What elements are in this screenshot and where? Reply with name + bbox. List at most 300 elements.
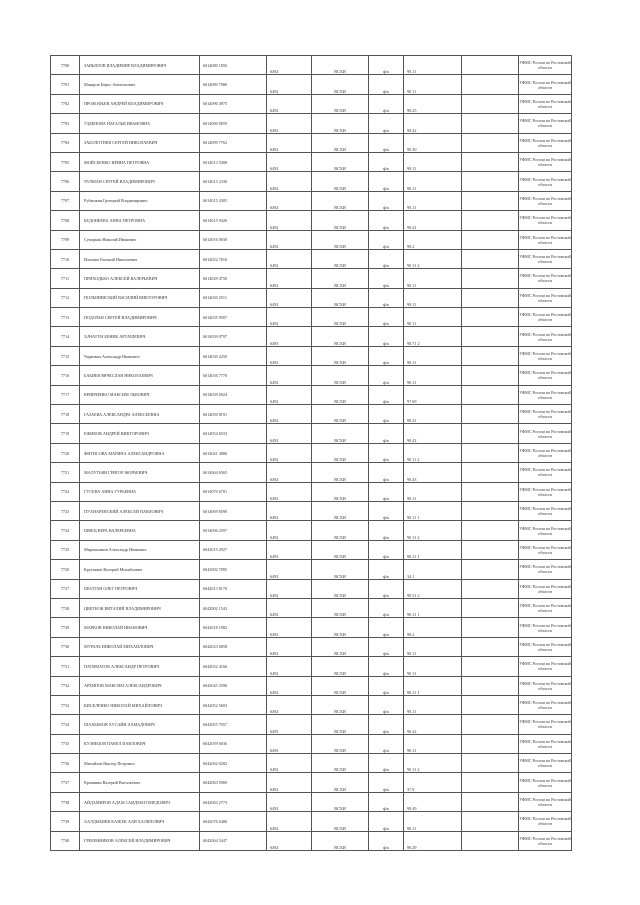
full-name-cell: ЗАБОЛОТНЕВ СЕРГЕЙ НИКОЛАЕВИЧ bbox=[80, 133, 200, 152]
code-cell: 6492 bbox=[267, 831, 312, 850]
value-cell: 90.11 2 bbox=[404, 521, 462, 540]
row-number-cell: 7723 bbox=[51, 501, 80, 520]
table-row bbox=[51, 211, 572, 230]
document-number-cell: 6042076 6486 bbox=[200, 812, 267, 831]
value-cell: 90.11 bbox=[404, 56, 462, 75]
issuing-authority-cell: УФМС России по Ростовской области bbox=[519, 734, 572, 753]
empty-cell bbox=[462, 812, 519, 831]
category-cell: ф/к bbox=[369, 501, 404, 520]
row-number-cell: 7727 bbox=[51, 579, 80, 598]
value-cell: 90.49 bbox=[404, 792, 462, 811]
value-cell: 90.29 bbox=[404, 831, 462, 850]
category-cell: ф/к bbox=[369, 773, 404, 792]
institution-cell: ВСХИ bbox=[312, 754, 369, 773]
value-cell: 90.11 bbox=[404, 812, 462, 831]
category-cell: ф/к bbox=[369, 540, 404, 559]
institution-cell: ВСХИ bbox=[312, 657, 369, 676]
value-cell: 90.25 bbox=[404, 94, 462, 113]
category-cell: ф/к bbox=[369, 172, 404, 191]
row-number-cell: 7715 bbox=[51, 346, 80, 365]
value-cell: 90.11 bbox=[404, 75, 462, 94]
code-cell: 6493 bbox=[267, 540, 312, 559]
table-row bbox=[51, 715, 572, 734]
document-number-cell: 6042064 5447 bbox=[200, 831, 267, 850]
institution-cell: ВСХИ bbox=[312, 792, 369, 811]
table-row bbox=[51, 754, 572, 773]
row-number-cell: 7732 bbox=[51, 676, 80, 695]
issuing-authority-cell: УФМС России по Ростовской области bbox=[519, 598, 572, 617]
category-cell: ф/к bbox=[369, 657, 404, 676]
code-cell: 6492 bbox=[267, 676, 312, 695]
value-cell: 90.11 bbox=[404, 288, 462, 307]
value-cell: 90.11 bbox=[404, 191, 462, 210]
category-cell: ф/к bbox=[369, 637, 404, 656]
category-cell: ф/к bbox=[369, 405, 404, 424]
empty-cell bbox=[462, 695, 519, 714]
empty-cell bbox=[462, 637, 519, 656]
empty-cell bbox=[462, 211, 519, 230]
row-number-cell: 7737 bbox=[51, 773, 80, 792]
institution-cell: ВСХИ bbox=[312, 618, 369, 637]
value-cell: 90.11 bbox=[404, 152, 462, 171]
code-cell: 6493 bbox=[267, 715, 312, 734]
document-number-cell: 6014035 9507 bbox=[200, 308, 267, 327]
value-cell: 90.41 bbox=[404, 405, 462, 424]
issuing-authority-cell: УФМС России по Ростовской области bbox=[519, 75, 572, 94]
value-cell: 37.9 bbox=[404, 773, 462, 792]
institution-cell: ВСХИ bbox=[312, 637, 369, 656]
institution-cell: ВСХИ bbox=[312, 831, 369, 850]
institution-cell: ВСХИ bbox=[312, 172, 369, 191]
full-name-cell: ПАТИМАТОВ АЛЕКСАНДР ПЕТРОВИЧ bbox=[80, 657, 200, 676]
document-number-cell: 6014050 8191 bbox=[200, 405, 267, 424]
issuing-authority-cell: УФМС России по Ростовской области bbox=[519, 521, 572, 540]
document-number-cell: 6014041 3886 bbox=[200, 443, 267, 462]
table-row bbox=[51, 405, 572, 424]
full-name-cell: Мирошников Александр Иванович bbox=[80, 540, 200, 559]
institution-cell: ВСХИ bbox=[312, 75, 369, 94]
issuing-authority-cell: УФМС России по Ростовской области bbox=[519, 695, 572, 714]
empty-cell bbox=[462, 249, 519, 268]
table-row bbox=[51, 327, 572, 346]
institution-cell: ВСХИ bbox=[312, 133, 369, 152]
document-number-cell: 6014080 7986 bbox=[200, 75, 267, 94]
category-cell: ф/к bbox=[369, 191, 404, 210]
value-cell: 90.11 bbox=[404, 637, 462, 656]
institution-cell: ВСХИ bbox=[312, 56, 369, 75]
category-cell: ф/к bbox=[369, 308, 404, 327]
issuing-authority-cell: УФМС России по Ростовской области bbox=[519, 618, 572, 637]
empty-cell bbox=[462, 501, 519, 520]
empty-cell bbox=[462, 618, 519, 637]
code-cell: 6492 bbox=[267, 657, 312, 676]
institution-cell: ВСХИ bbox=[312, 579, 369, 598]
document-number-cell: 6014022 7616 bbox=[200, 249, 267, 268]
table-row bbox=[51, 269, 572, 288]
document-number-cell: 6042059 6036 bbox=[200, 734, 267, 753]
code-cell: 6492 bbox=[267, 288, 312, 307]
category-cell: ф/к bbox=[369, 598, 404, 617]
document-number-cell: 6042063 2773 bbox=[200, 792, 267, 811]
document-number-cell: 6014029 4750 bbox=[200, 269, 267, 288]
full-name-cell: Крапивин Валерий Витальевич bbox=[80, 773, 200, 792]
code-cell: 6492 bbox=[267, 94, 312, 113]
full-name-cell: Макаров Борис Анатольевич bbox=[80, 75, 200, 94]
code-cell: 6492 bbox=[267, 56, 312, 75]
row-number-cell: 7703 bbox=[51, 114, 80, 133]
category-cell: ф/к bbox=[369, 792, 404, 811]
institution-cell: ВСХИ bbox=[312, 501, 369, 520]
issuing-authority-cell: УФМС России по Ростовской области bbox=[519, 114, 572, 133]
code-cell: 6493 bbox=[267, 734, 312, 753]
value-cell: 90.2 bbox=[404, 618, 462, 637]
empty-cell bbox=[462, 715, 519, 734]
empty-cell bbox=[462, 114, 519, 133]
code-cell: 6492 bbox=[267, 133, 312, 152]
code-cell: 6492 bbox=[267, 618, 312, 637]
row-number-cell: 7720 bbox=[51, 443, 80, 462]
issuing-authority-cell: УФМС России по Ростовской области bbox=[519, 133, 572, 152]
table-row bbox=[51, 831, 572, 850]
value-cell: 34.1 bbox=[404, 560, 462, 579]
issuing-authority-cell: УФМС России по Ростовской области bbox=[519, 405, 572, 424]
empty-cell bbox=[462, 56, 519, 75]
row-number-cell: 7736 bbox=[51, 754, 80, 773]
issuing-authority-cell: УФМС России по Ростовской области bbox=[519, 56, 572, 75]
row-number-cell: 7706 bbox=[51, 172, 80, 191]
code-cell: 6492 bbox=[267, 114, 312, 133]
category-cell: ф/к bbox=[369, 754, 404, 773]
document-number-cell: 6014015 4305 bbox=[200, 191, 267, 210]
full-name-cell: ЗАВЬЯЛОВ ВЛАДИМИР ВЛАДИМИРОВИЧ bbox=[80, 56, 200, 75]
document-number-cell: 6042062 0282 bbox=[200, 754, 267, 773]
empty-cell bbox=[462, 463, 519, 482]
issuing-authority-cell: УФМС России по Ростовской области bbox=[519, 288, 572, 307]
full-name-cell: АРХИПОВ МАКСИМ АЛЕКСАНДРОВИЧ bbox=[80, 676, 200, 695]
row-number-cell: 7710 bbox=[51, 249, 80, 268]
table-row bbox=[51, 249, 572, 268]
category-cell: ф/к bbox=[369, 288, 404, 307]
code-cell: 6492 bbox=[267, 405, 312, 424]
document-number-cell: 6042045 2596 bbox=[200, 676, 267, 695]
empty-cell bbox=[462, 482, 519, 501]
full-name-cell: Ильенко Евгений Николаевич bbox=[80, 249, 200, 268]
empty-cell bbox=[462, 540, 519, 559]
value-cell: 90.43 bbox=[404, 463, 462, 482]
value-cell: 90.11 2 bbox=[404, 754, 462, 773]
value-cell: 90.11 bbox=[404, 366, 462, 385]
empty-cell bbox=[462, 366, 519, 385]
institution-cell: ВСХИ bbox=[312, 695, 369, 714]
document-number-cell: 6014030 2511 bbox=[200, 288, 267, 307]
issuing-authority-cell: УФМС России по Ростовской области bbox=[519, 812, 572, 831]
value-cell: 90.42 bbox=[404, 424, 462, 443]
code-cell: 6492 bbox=[267, 598, 312, 617]
empty-cell bbox=[462, 424, 519, 443]
code-cell: 6492 bbox=[267, 792, 312, 811]
institution-cell: ВСХИ bbox=[312, 482, 369, 501]
category-cell: ф/к bbox=[369, 366, 404, 385]
issuing-authority-cell: УФМС России по Ростовской области bbox=[519, 327, 572, 346]
category-cell: ф/к bbox=[369, 560, 404, 579]
empty-cell bbox=[462, 792, 519, 811]
table-row bbox=[51, 172, 572, 191]
institution-cell: ВСХИ bbox=[312, 346, 369, 365]
institution-cell: ВСХИ bbox=[312, 521, 369, 540]
document-number-cell: 6014016 0030 bbox=[200, 230, 267, 249]
category-cell: ф/к bbox=[369, 230, 404, 249]
row-number-cell: 7714 bbox=[51, 327, 80, 346]
institution-cell: ВСХИ bbox=[312, 94, 369, 113]
institution-cell: ВСХИ bbox=[312, 288, 369, 307]
document-number-cell: 6042013 8170 bbox=[200, 579, 267, 598]
full-name-cell: КРИВЧЕНКО МАКСИМ ЛЬВОВИЧ bbox=[80, 385, 200, 404]
row-number-cell: 7735 bbox=[51, 734, 80, 753]
value-cell: 90.11 bbox=[404, 346, 462, 365]
empty-cell bbox=[462, 443, 519, 462]
code-cell: 6492 bbox=[267, 501, 312, 520]
table-row bbox=[51, 501, 572, 520]
issuing-authority-cell: УФМС России по Ростовской области bbox=[519, 366, 572, 385]
category-cell: ф/к bbox=[369, 734, 404, 753]
document-number-cell: 6014036 7770 bbox=[200, 366, 267, 385]
category-cell: ф/к bbox=[369, 424, 404, 443]
row-number-cell: 7729 bbox=[51, 618, 80, 637]
full-name-cell: МАРКОВ НИКОЛАЙ ИВАНОВИЧ bbox=[80, 618, 200, 637]
table-row bbox=[51, 579, 572, 598]
full-name-cell: МОЙСЕЕНКО ИРИНА ПЕТРОВНА bbox=[80, 152, 200, 171]
records-table bbox=[50, 55, 572, 851]
table-row bbox=[51, 637, 572, 656]
institution-cell: ВСХИ bbox=[312, 308, 369, 327]
institution-cell: ВСХИ bbox=[312, 249, 369, 268]
table-row bbox=[51, 191, 572, 210]
row-number-cell: 7725 bbox=[51, 540, 80, 559]
table-row bbox=[51, 812, 572, 831]
institution-cell: ВСХИ bbox=[312, 230, 369, 249]
category-cell: ф/к bbox=[369, 94, 404, 113]
document-number-cell: 6014090 9659 bbox=[200, 114, 267, 133]
category-cell: ф/к bbox=[369, 482, 404, 501]
table-row bbox=[51, 346, 572, 365]
full-name-cell: Чаркович Александр Иванович bbox=[80, 346, 200, 365]
code-cell: 6492 bbox=[267, 482, 312, 501]
value-cell: 90.31 2 bbox=[404, 579, 462, 598]
full-name-cell: ХАЧАТУН БЕНИК АРТАШЕВИЧ bbox=[80, 327, 200, 346]
code-cell: 6492 bbox=[267, 366, 312, 385]
value-cell: 97.69 bbox=[404, 385, 462, 404]
institution-cell: ВСХИ bbox=[312, 560, 369, 579]
document-number-cell: 6014070 6701 bbox=[200, 482, 267, 501]
value-cell: 90.30 bbox=[404, 133, 462, 152]
code-cell: 6492 bbox=[267, 172, 312, 191]
issuing-authority-cell: УФМС России по Ростовской области bbox=[519, 463, 572, 482]
document-number-cell: 6042019 2927 bbox=[200, 540, 267, 559]
issuing-authority-cell: УФМС России по Ростовской области bbox=[519, 579, 572, 598]
issuing-authority-cell: УФМС России по Ростовской области bbox=[519, 424, 572, 443]
issuing-authority-cell: УФМС России по Ростовской области bbox=[519, 657, 572, 676]
document-number-cell: 6042002 1543 bbox=[200, 598, 267, 617]
value-cell: 90.71 2 bbox=[404, 327, 462, 346]
issuing-authority-cell: УФМС России по Ростовской области bbox=[519, 211, 572, 230]
table-row bbox=[51, 560, 572, 579]
code-cell: 6492 bbox=[267, 579, 312, 598]
full-name-cell: ХАЛДЫБИЕВ КАЗБЕК АЛИ ХАЛИЛОВИЧ bbox=[80, 812, 200, 831]
full-name-cell: ПРИХОДЬКО АЛЕКСЕЙ ВАЛЕРЬЕВИЧ bbox=[80, 269, 200, 288]
table-row bbox=[51, 366, 572, 385]
code-cell: 6492 bbox=[267, 424, 312, 443]
full-name-cell: ЦВЕТКОВ ВИТАЛИЙ ВЛАДИМИРОВИЧ bbox=[80, 598, 200, 617]
row-number-cell: 7726 bbox=[51, 560, 80, 579]
document-number-cell: 6014015 9426 bbox=[200, 211, 267, 230]
full-name-cell: КУЗНЕЦОВ ПАВЕЛ ПАВЛОВИЧ bbox=[80, 734, 200, 753]
issuing-authority-cell: УФМС России по Ростовской области bbox=[519, 94, 572, 113]
issuing-authority-cell: УФМС России по Ростовской области bbox=[519, 540, 572, 559]
row-number-cell: 7719 bbox=[51, 424, 80, 443]
row-number-cell: 7704 bbox=[51, 133, 80, 152]
empty-cell bbox=[462, 734, 519, 753]
code-cell: 6492 bbox=[267, 230, 312, 249]
full-name-cell: АЙДАМИРОВ АДАМ САИДМАГОМЕДОВИЧ bbox=[80, 792, 200, 811]
value-cell: 90.42 bbox=[404, 114, 462, 133]
document-number-cell: 6042018 1982 bbox=[200, 618, 267, 637]
empty-cell bbox=[462, 560, 519, 579]
issuing-authority-cell: УФМС России по Ростовской области bbox=[519, 269, 572, 288]
value-cell: 90.11 2 bbox=[404, 249, 462, 268]
empty-cell bbox=[462, 230, 519, 249]
institution-cell: ВСХИ bbox=[312, 463, 369, 482]
row-number-cell: 7709 bbox=[51, 230, 80, 249]
table-row bbox=[51, 114, 572, 133]
code-cell: 6492 bbox=[267, 269, 312, 288]
empty-cell bbox=[462, 521, 519, 540]
institution-cell: ВСХИ bbox=[312, 114, 369, 133]
category-cell: ф/к bbox=[369, 249, 404, 268]
category-cell: ф/к bbox=[369, 579, 404, 598]
institution-cell: ВСХИ bbox=[312, 773, 369, 792]
code-cell: 6493 bbox=[267, 327, 312, 346]
institution-cell: ВСХИ bbox=[312, 327, 369, 346]
table-row bbox=[51, 792, 572, 811]
category-cell: ф/к bbox=[369, 75, 404, 94]
issuing-authority-cell: УФМС России по Ростовской области bbox=[519, 230, 572, 249]
code-cell: 6492 bbox=[267, 695, 312, 714]
code-cell: 6492 bbox=[267, 637, 312, 656]
table-row bbox=[51, 540, 572, 559]
code-cell: 6492 bbox=[267, 385, 312, 404]
row-number-cell: 7734 bbox=[51, 715, 80, 734]
records-table-body bbox=[51, 56, 572, 851]
issuing-authority-cell: УФМС России по Ростовской области bbox=[519, 308, 572, 327]
full-name-cell: Рубашкин Григорий Владимирович bbox=[80, 191, 200, 210]
document-number-cell: 6014039 6924 bbox=[200, 385, 267, 404]
issuing-authority-cell: УФМС России по Ростовской области bbox=[519, 385, 572, 404]
document-number-cell: 6014030 2250 bbox=[200, 346, 267, 365]
value-cell: 90.11 bbox=[404, 734, 462, 753]
document-number-cell: 6042055 7057 bbox=[200, 715, 267, 734]
full-name-cell: ФИТИСОВА МАРИНА АЛЕКСАНДРОВНА bbox=[80, 443, 200, 462]
row-number-cell: 7728 bbox=[51, 598, 80, 617]
full-name-cell: МАЛУТЬЯН ГРИГОР ЖОРАЕВИЧ bbox=[80, 463, 200, 482]
table-row bbox=[51, 734, 572, 753]
row-number-cell: 7708 bbox=[51, 211, 80, 230]
value-cell: 90.11 bbox=[404, 695, 462, 714]
full-name-cell: ГУСЕВА АННА ГУРЬЕВНА bbox=[80, 482, 200, 501]
institution-cell: ВСХИ bbox=[312, 191, 369, 210]
code-cell: 6492 bbox=[267, 773, 312, 792]
issuing-authority-cell: УФМС России по Ростовской области bbox=[519, 676, 572, 695]
table-row bbox=[51, 288, 572, 307]
value-cell: 90.11 bbox=[404, 172, 462, 191]
institution-cell: ВСХИ bbox=[312, 715, 369, 734]
issuing-authority-cell: УФМС России по Ростовской области bbox=[519, 172, 572, 191]
full-name-cell: БАБИЕВ ВЯЧЕСЛАВ НИКОЛАЕВИЧ bbox=[80, 366, 200, 385]
code-cell: 6492 bbox=[267, 463, 312, 482]
institution-cell: ВСХИ bbox=[312, 443, 369, 462]
empty-cell bbox=[462, 346, 519, 365]
code-cell: 6493 bbox=[267, 560, 312, 579]
full-name-cell: ГАЗАЕВА АЛЕКСАНДРА АЛЕКСЕЕВНА bbox=[80, 405, 200, 424]
code-cell: 6492 bbox=[267, 443, 312, 462]
institution-cell: ВСХИ bbox=[312, 152, 369, 171]
empty-cell bbox=[462, 385, 519, 404]
table-row bbox=[51, 424, 572, 443]
issuing-authority-cell: УФМС России по Ростовской области bbox=[519, 560, 572, 579]
issuing-authority-cell: УФМС России по Ростовской области bbox=[519, 792, 572, 811]
issuing-authority-cell: УФМС России по Ростовской области bbox=[519, 637, 572, 656]
empty-cell bbox=[462, 405, 519, 424]
full-name-cell: ПОЛЫНИНСКИЙ ВАСИЛИЙ ВИКТОРОВИЧ bbox=[80, 288, 200, 307]
category-cell: ф/к bbox=[369, 443, 404, 462]
code-cell: 6492 bbox=[267, 754, 312, 773]
full-name-cell: ШАХБЕКОВ ХУСАЙН АХМАДОВИЧ bbox=[80, 715, 200, 734]
table-row bbox=[51, 443, 572, 462]
empty-cell bbox=[462, 172, 519, 191]
document-number-cell: 6042063 5969 bbox=[200, 773, 267, 792]
row-number-cell: 7730 bbox=[51, 637, 80, 656]
category-cell: ф/к bbox=[369, 831, 404, 850]
full-name-cell: Кругляков Валерий Михайлович bbox=[80, 560, 200, 579]
category-cell: ф/к bbox=[369, 114, 404, 133]
empty-cell bbox=[462, 327, 519, 346]
issuing-authority-cell: УФМС России по Ростовской области bbox=[519, 831, 572, 850]
table-row bbox=[51, 133, 572, 152]
category-cell: ф/к bbox=[369, 521, 404, 540]
empty-cell bbox=[462, 657, 519, 676]
table-row bbox=[51, 695, 572, 714]
value-cell: 90.11 1 bbox=[404, 598, 462, 617]
full-name-cell: ЧУЛМАН СЕРГЕЙ ВЛАДИМИРОВИЧ bbox=[80, 172, 200, 191]
value-cell: 90.11 bbox=[404, 308, 462, 327]
empty-cell bbox=[462, 579, 519, 598]
row-number-cell: 7724 bbox=[51, 521, 80, 540]
empty-cell bbox=[462, 269, 519, 288]
institution-cell: ВСХИ bbox=[312, 540, 369, 559]
empty-cell bbox=[462, 773, 519, 792]
value-cell: 90.11 1 bbox=[404, 676, 462, 695]
category-cell: ф/к bbox=[369, 211, 404, 230]
code-cell: 6492 bbox=[267, 191, 312, 210]
document-number-cell: 6042032 4166 bbox=[200, 657, 267, 676]
value-cell: 90.41 bbox=[404, 211, 462, 230]
full-name-cell: ШОЛТАН ОЛЕГ ПЕТРОВИЧ bbox=[80, 579, 200, 598]
issuing-authority-cell: УФМС России по Ростовской области bbox=[519, 346, 572, 365]
table-row bbox=[51, 463, 572, 482]
row-number-cell: 7711 bbox=[51, 269, 80, 288]
table-row bbox=[51, 618, 572, 637]
institution-cell: ВСХИ bbox=[312, 405, 369, 424]
full-name-cell: ГРЕБЕННИКОВ АЛЕКСЕЙ ВЛАДИМИРОВИЧ bbox=[80, 831, 200, 850]
